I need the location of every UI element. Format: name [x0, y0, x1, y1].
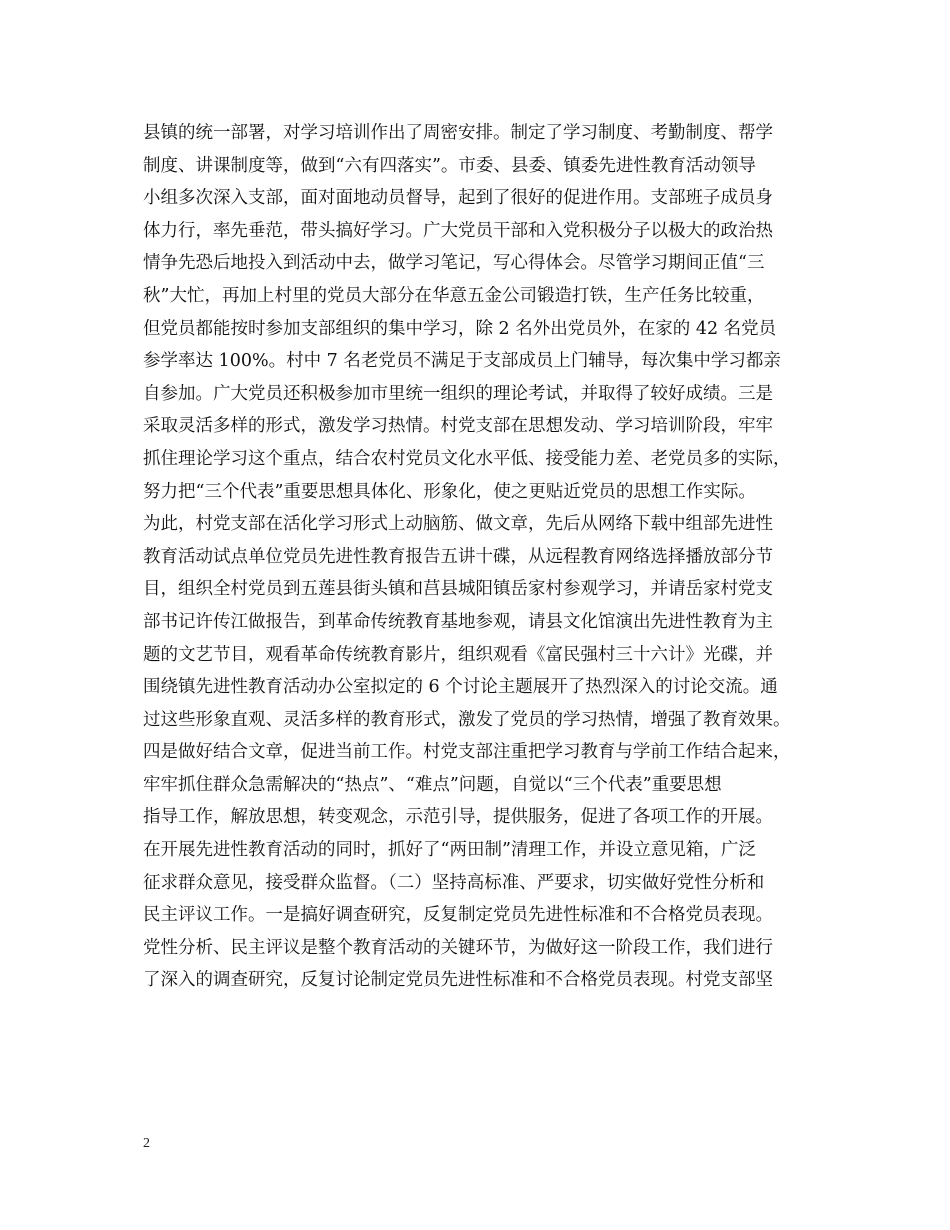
text-line: 采取灵活多样的形式，激发学习热情。村党支部在思想发动、学习培训阶段，牢牢 [143, 416, 773, 437]
text-line: 指导工作，解放思想，转变观念，示范引导，提供服务，促进了各项工作的开展。 [143, 807, 773, 828]
text-line: 党性分析、民主评议是整个教育活动的关键环节，为做好这一阶段工作，我们进行 [143, 937, 773, 958]
text-line: 为此，村党支部在活化学习形式上动脑筋、做文章，先后从网络下载中组部先进性 [143, 514, 773, 535]
text-line: 但党员都能按时参加支部组织的集中学习，除 2 名外出党员外，在家的 42 名党员 [143, 318, 777, 339]
text-line: 秋”大忙，再加上村里的党员大部分在华意五金公司锻造打铁，生产任务比较重， [143, 285, 765, 306]
text-line: 围绕镇先进性教育活动办公室拟定的 6 个讨论主题展开了热烈深入的讨论交流。通 [143, 677, 778, 698]
text-line: 制度、讲课制度等，做到“六有四落实”。市委、县委、镇委先进性教育活动领导 [143, 155, 756, 176]
text-line: 情争先恐后地投入到活动中去，做学习笔记，写心得体会。尽管学习期间正值“三 [143, 253, 765, 274]
text-line: 征求群众意见，接受群众监督。（二）坚持高标准、严要求，切实做好党性分析和 [143, 872, 765, 893]
text-line: 体力行，率先垂范，带头搞好学习。广大党员干部和入党积极分子以极大的政治热 [143, 220, 773, 241]
text-line: 了深入的调查研究，反复讨论制定党员先进性标准和不合格党员表现。村党支部坚 [143, 970, 773, 991]
text-line: 参学率达 100%。村中 7 名老党员不满足于支部成员上门辅导，每次集中学习都亲 [143, 351, 781, 372]
text-line: 过这些形象直观、灵活多样的教育形式，激发了党员的学习热情，增强了教育效果。 [143, 709, 791, 730]
text-line: 教育活动试点单位党员先进性教育报告五讲十碟，从远程教育网络选择播放部分节 [143, 546, 773, 567]
text-line: 抓住理论学习这个重点，结合农村党员文化水平低、接受能力差、老党员多的实际， [143, 448, 791, 469]
text-line: 四是做好结合文章，促进当前工作。村党支部注重把学习教育与学前工作结合起来， [143, 742, 791, 763]
text-line: 题的文艺节目，观看革命传统教育影片，组织观看《富民强村三十六计》光碟，并 [143, 644, 773, 665]
page-number: 2 [143, 1136, 150, 1151]
text-line: 县镇的统一部署，对学习培训作出了周密安排。制定了学习制度、考勤制度、帮学 [143, 123, 773, 143]
text-line: 努力把“三个代表”重要思想具体化、形象化，使之更贴近党员的思想工作实际。 [143, 481, 756, 502]
text-line: 自参加。广大党员还积极参加市里统一组织的理论考试，并取得了较好成绩。三是 [143, 383, 773, 404]
text-line: 部书记许传江做报告，到革命传统教育基地参观，请县文化馆演出先进性教育为主 [143, 611, 773, 632]
text-line: 小组多次深入支部，面对面地动员督导，起到了很好的促进作用。支部班子成员身 [143, 188, 773, 209]
body-text [143, 117, 843, 997]
text-line: 目，组织全村党员到五莲县街头镇和莒县城阳镇岳家村参观学习，并请岳家村党支 [143, 579, 773, 600]
text-line: 在开展先进性教育活动的同时，抓好了“两田制”清理工作，并设立意见箱，广泛 [143, 840, 756, 861]
text-line: 牢牢抓住群众急需解决的“热点”、“难点”问题，自觉以“三个代表”重要思想 [143, 774, 722, 795]
text-line: 民主评议工作。一是搞好调查研究，反复制定党员先进性标准和不合格党员表现。 [143, 905, 773, 926]
